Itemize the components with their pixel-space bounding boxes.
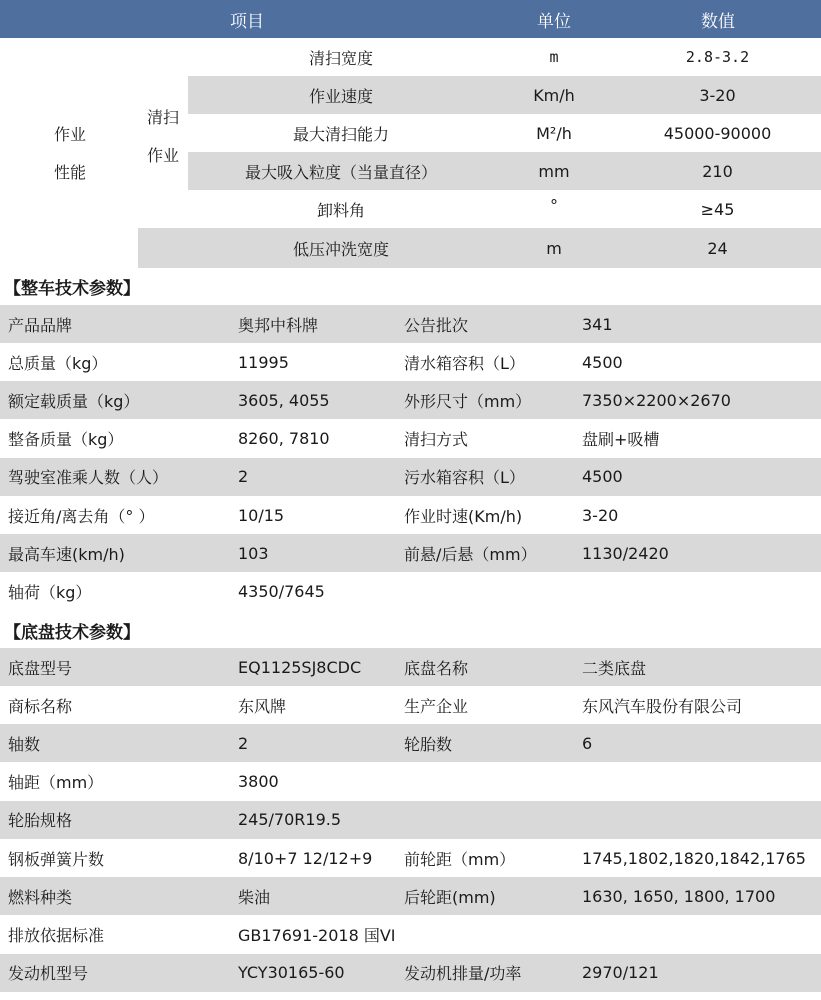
header-value: 数值 bbox=[701, 11, 735, 32]
perf-value: 210 bbox=[702, 161, 733, 181]
param-value: 柴油 bbox=[238, 887, 271, 907]
header-unit: 单位 bbox=[537, 11, 571, 32]
param-value-2: 7350×2200×2670 bbox=[582, 390, 731, 410]
param-value-2: 4500 bbox=[582, 467, 623, 487]
sub-label-line1: 清扫 bbox=[146, 107, 179, 127]
table-row bbox=[0, 572, 821, 610]
param-name: 轴距（mm） bbox=[8, 773, 104, 793]
param-name: 轴荷（kg） bbox=[8, 582, 92, 602]
param-name-2: 作业时速(Km/h) bbox=[404, 506, 523, 526]
work-performance-table bbox=[0, 38, 821, 268]
param-name-2: 外形尺寸（mm） bbox=[404, 391, 532, 411]
param-value: 245/70R19.5 bbox=[238, 810, 342, 830]
param-name: 轮胎规格 bbox=[8, 811, 73, 831]
param-value-2: 二类底盘 bbox=[582, 658, 647, 678]
perf-value: 2.8-3.2 bbox=[685, 48, 750, 66]
param-name-2: 清扫方式 bbox=[404, 430, 469, 450]
perf-unit: m bbox=[549, 48, 559, 66]
perf-unit: m bbox=[546, 238, 562, 258]
param-name-2: 公告批次 bbox=[404, 315, 469, 335]
param-name: 驾驶室准乘人数（人） bbox=[8, 468, 169, 488]
param-value: 2 bbox=[238, 467, 249, 487]
param-name-2: 前悬/后悬（mm） bbox=[404, 544, 537, 564]
param-value: 8260, 7810 bbox=[238, 429, 330, 449]
table-row bbox=[0, 763, 821, 801]
param-name: 最高车速(km/h) bbox=[8, 544, 125, 564]
param-value-2: 341 bbox=[582, 314, 613, 334]
perf-name: 清扫宽度 bbox=[308, 48, 373, 68]
table-header bbox=[0, 0, 821, 38]
param-value: 11995 bbox=[238, 352, 289, 372]
param-value-2: 6 bbox=[582, 733, 593, 753]
table-row bbox=[0, 839, 821, 877]
param-value: 8/10+7 12/12+9 bbox=[238, 848, 373, 868]
param-value-2: 1130/2420 bbox=[582, 543, 669, 563]
param-name: 商标名称 bbox=[8, 696, 73, 716]
param-name: 钢板弹簧片数 bbox=[8, 849, 105, 869]
param-name: 产品品牌 bbox=[8, 315, 73, 335]
header-item: 项目 bbox=[230, 11, 264, 32]
group-label-line1: 作业 bbox=[53, 124, 86, 144]
table-row bbox=[0, 686, 821, 724]
perf-name: 低压冲洗宽度 bbox=[292, 239, 389, 259]
param-value-2: 1745,1802,1820,1842,1765 bbox=[582, 848, 806, 868]
perf-value: 24 bbox=[707, 238, 728, 258]
perf-unit: M²/h bbox=[536, 123, 572, 143]
param-name-2: 污水箱容积（L） bbox=[404, 468, 525, 488]
perf-value: 45000-90000 bbox=[663, 123, 772, 143]
table-row bbox=[0, 648, 821, 686]
param-value: EQ1125SJ8CDC bbox=[238, 657, 362, 677]
param-value-2: 2970/121 bbox=[582, 963, 659, 983]
param-value-2: 1630, 1650, 1800, 1700 bbox=[582, 886, 776, 906]
param-name: 接近角/离去角（° ） bbox=[8, 506, 155, 526]
param-value: 东风牌 bbox=[238, 696, 287, 716]
param-value: 奥邦中科牌 bbox=[238, 315, 319, 335]
param-value-2: 4500 bbox=[582, 352, 623, 372]
table-row bbox=[0, 877, 821, 915]
param-name: 底盘型号 bbox=[8, 658, 73, 678]
param-name: 额定载质量（kg） bbox=[8, 391, 140, 411]
perf-name: 最大吸入粒度（当量直径） bbox=[244, 162, 437, 182]
param-value: GB17691-2018 国VI bbox=[238, 925, 396, 945]
param-name: 轴数 bbox=[8, 734, 41, 754]
param-name-2: 清水箱容积（L） bbox=[404, 353, 525, 373]
param-value: YCY30165-60 bbox=[238, 963, 345, 983]
param-name: 燃料种类 bbox=[8, 887, 73, 907]
param-value: 2 bbox=[238, 733, 249, 753]
param-value: 10/15 bbox=[238, 505, 285, 525]
table-row bbox=[0, 954, 821, 992]
perf-name: 作业速度 bbox=[308, 86, 373, 106]
param-value-2: 3-20 bbox=[582, 505, 619, 525]
param-value: 3605, 4055 bbox=[238, 390, 330, 410]
table-row bbox=[0, 381, 821, 419]
table-row bbox=[0, 420, 821, 458]
sub-label-line2: 作业 bbox=[146, 145, 179, 165]
param-value-2: 盘刷+吸槽 bbox=[582, 430, 660, 450]
param-name-2: 前轮距（mm） bbox=[404, 849, 516, 869]
param-name-2: 生产企业 bbox=[404, 696, 469, 716]
param-name: 整备质量（kg） bbox=[8, 430, 124, 450]
table-row bbox=[0, 534, 821, 572]
table-row bbox=[0, 915, 821, 953]
param-name-2: 轮胎数 bbox=[404, 734, 453, 754]
param-name-2: 底盘名称 bbox=[404, 658, 469, 678]
param-name: 排放依据标准 bbox=[8, 925, 105, 945]
perf-name: 最大清扫能力 bbox=[292, 124, 389, 144]
param-value: 4350/7645 bbox=[238, 581, 325, 601]
perf-value: 3-20 bbox=[699, 85, 736, 105]
table-row bbox=[0, 343, 821, 381]
perf-unit: ° bbox=[550, 195, 558, 215]
vehicle-section-title: 【整车技术参数】 bbox=[4, 278, 140, 299]
group-label-line2: 性能 bbox=[53, 162, 86, 182]
perf-name: 卸料角 bbox=[316, 200, 365, 220]
param-value-2: 东风汽车股份有限公司 bbox=[582, 696, 743, 716]
table-row bbox=[0, 724, 821, 762]
param-value: 3800 bbox=[238, 772, 279, 792]
param-name: 总质量（kg） bbox=[8, 353, 108, 373]
table-row bbox=[0, 305, 821, 343]
chassis-section-title: 【底盘技术参数】 bbox=[4, 622, 140, 643]
perf-unit: mm bbox=[538, 161, 570, 181]
param-name: 发动机型号 bbox=[8, 964, 89, 984]
table-row bbox=[0, 801, 821, 839]
table-row bbox=[0, 458, 821, 496]
param-value: 103 bbox=[238, 543, 269, 563]
perf-unit: Km/h bbox=[533, 85, 575, 105]
param-name-2: 发动机排量/功率 bbox=[404, 964, 522, 984]
perf-value: ≥45 bbox=[700, 199, 735, 219]
param-name-2: 后轮距(mm) bbox=[404, 887, 496, 907]
table-row bbox=[0, 496, 821, 534]
